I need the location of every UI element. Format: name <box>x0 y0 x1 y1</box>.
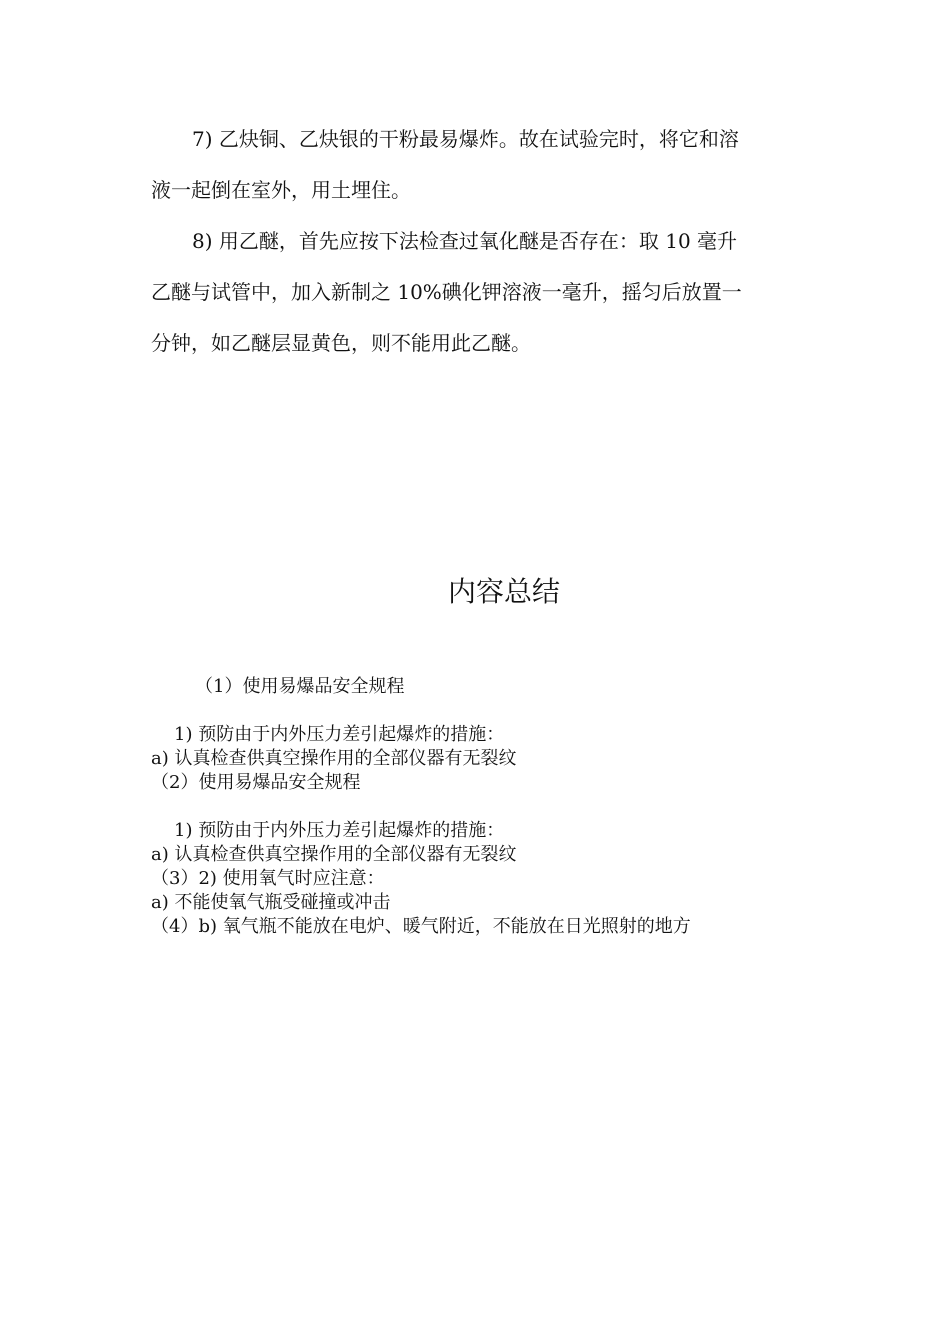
paragraph-line: 7) 乙炔铜、乙炔银的干粉最易爆炸。故在试验完时，将它和溶 <box>192 127 739 151</box>
paragraph-line: 液一起倒在室外，用土埋住。 <box>151 178 411 202</box>
summary-line: （2）使用易爆品安全规程 <box>151 772 361 793</box>
summary-line: a) 认真检查供真空操作用的全部仪器有无裂纹 <box>151 844 517 865</box>
summary-line: 1) 预防由于内外压力差引起爆炸的措施： <box>174 820 505 841</box>
paragraph-item-7 <box>151 114 803 216</box>
summary-section <box>151 675 851 939</box>
summary-line: （3）2) 使用氧气时应注意： <box>151 868 385 889</box>
paragraph-line: 8) 用乙醚，首先应按下法检查过氧化醚是否存在：取 10 毫升 <box>192 229 738 253</box>
paragraph-item-8 <box>151 216 803 369</box>
summary-gap <box>151 795 851 819</box>
summary-title: 内容总结 <box>447 575 560 608</box>
paragraph-line: 分钟，如乙醚层显黄色，则不能用此乙醚。 <box>151 331 531 355</box>
paragraph-line: 乙醚与试管中，加入新制之 10%碘化钾溶液一毫升，摇匀后放置一 <box>151 280 742 304</box>
summary-line: （4）b) 氧气瓶不能放在电炉、暖气附近，不能放在日光照射的地方 <box>151 916 691 937</box>
summary-line: 1) 预防由于内外压力差引起爆炸的措施： <box>174 724 505 745</box>
summary-line: a) 认真检查供真空操作用的全部仪器有无裂纹 <box>151 748 517 769</box>
summary-line: a) 不能使氧气瓶受碰撞或冲击 <box>151 892 391 913</box>
summary-gap <box>151 699 851 723</box>
summary-line: （1）使用易爆品安全规程 <box>195 676 405 697</box>
